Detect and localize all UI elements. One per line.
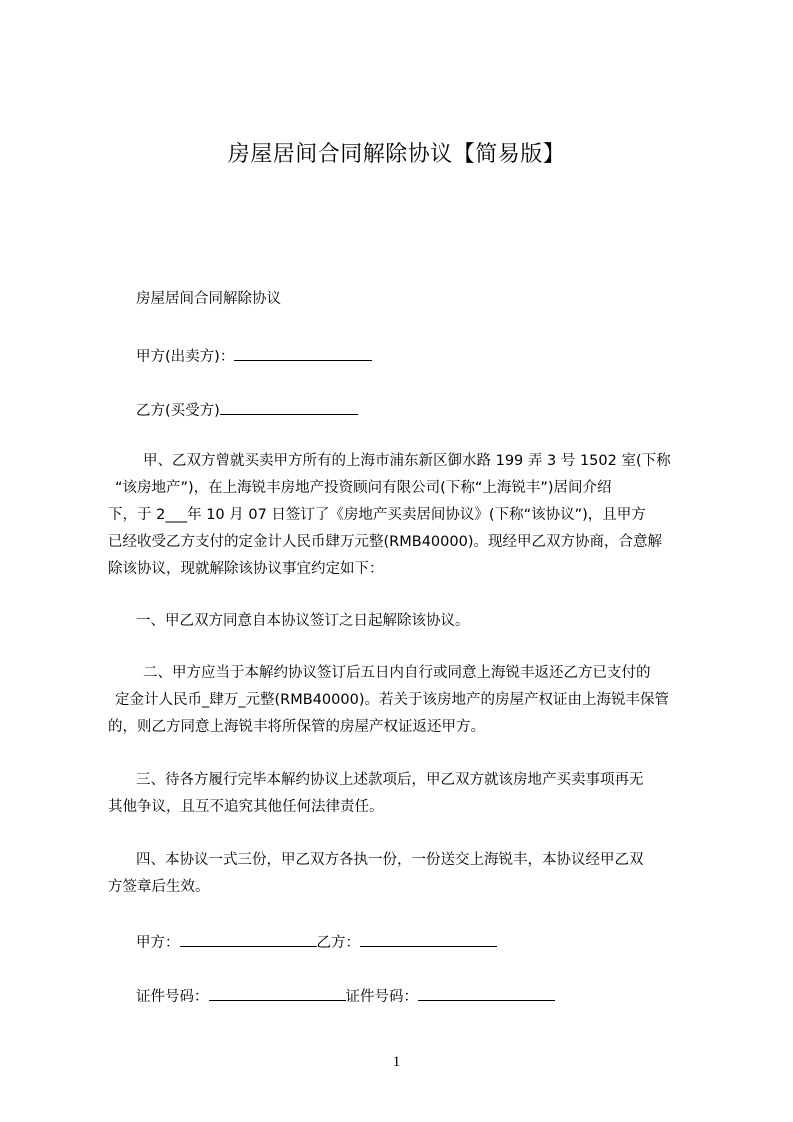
clause-1-line: 一、甲乙双方同意自本协议签订之日起解除该协议。 (136, 613, 470, 629)
sign-b-blank (360, 931, 497, 947)
id-a-blank (209, 985, 346, 1001)
clause-4-line: 四、本协议一式三份，甲乙双方各执一份，一份送交上海锐丰，本协议经甲乙双 (136, 852, 644, 868)
page-number: 1 (392, 1054, 401, 1070)
clause-4-line: 方签章后生效。 (108, 879, 210, 895)
intro-line: 下，于 2___年 10 月 07 日签订了《房地产买卖居间协议》(下称“该协议”)，且甲方 (108, 507, 646, 523)
party-b-blank (220, 399, 358, 415)
party-b-label: 乙方(买受方) (136, 403, 220, 419)
party-a-blank (234, 345, 372, 361)
intro-line: 除该协议，现就解除该协议事宜约定如下： (108, 561, 384, 577)
intro-line: “该房地产”)，在上海锐丰房地产投资顾问有限公司(下称“上海锐丰”)居间介绍 (115, 480, 612, 496)
signature-line (136, 931, 497, 953)
clause-2-line: 二、甲方应当于本解约协议签订后五日内自行或同意上海锐丰返还乙方已支付的 (143, 665, 651, 681)
id-b-label: 证件号码： (345, 989, 418, 1005)
sign-a-label: 甲方： (136, 935, 180, 951)
document-title: 房屋居间合同解除协议【简易版】 (227, 142, 566, 167)
party-b-line (136, 399, 358, 421)
clause-3-line: 其他争议，且互不追究其他任何法律责任。 (108, 799, 384, 815)
clause-2-line: 定金计人民币_肆万_元整(RMB40000)。若关于该房地产的房屋产权证由上海锐丰保管 (115, 692, 669, 708)
id-b-blank (418, 985, 555, 1001)
sign-a-blank (180, 931, 317, 947)
party-a-label: 甲方(出卖方)： (136, 349, 235, 365)
sign-b-label: 乙方： (316, 935, 360, 951)
party-a-line (136, 345, 372, 367)
document-subtitle: 房屋居间合同解除协议 (136, 291, 281, 307)
intro-line: 甲、乙双方曾就买卖甲方所有的上海市浦东新区御水路 199 弄 3 号 1502 室(下称 (143, 453, 671, 469)
id-number-line (136, 985, 555, 1007)
id-a-label: 证件号码： (136, 989, 209, 1005)
clause-3-line: 三、待各方履行完毕本解约协议上述款项后，甲乙双方就该房地产买卖事项再无 (136, 772, 644, 788)
intro-line: 已经收受乙方支付的定金计人民币肆万元整(RMB40000)。现经甲乙双方协商，合意解 (108, 534, 662, 550)
clause-2-line: 的，则乙方同意上海锐丰将所保管的房屋产权证返还甲方。 (108, 719, 485, 735)
